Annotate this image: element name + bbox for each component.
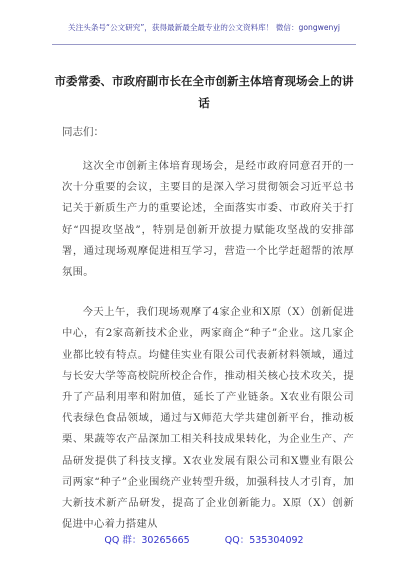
qq-group: QQ 群：30265665 xyxy=(104,535,190,546)
header-divider xyxy=(52,44,356,45)
qq-number: QQ：535304092 xyxy=(224,535,304,546)
paragraph-2: 今天上午，我们现场观摩了4家企业和X原（X）创新促进中心，有2家高新技术企业，两家商企“种子”企业。这几家企业都比较有特点。均健佳实业有限公司代表新材料领域，通过与长安大学等高校院所校企合作，推动相关核心技术攻关，提升了产品利用率和附加值，延长了产业链条。X农业有限公司代表绿色食品领域，通过与X师范大学共建创新平台，推动板栗、果蔬等农产品深加工相关科技成果转化，为企业生产、产品研发提供了科技支撑。X农业发展有限公司和X豐业有限公司两家“种子”企业围绕产业转型升级，加强科技人才引育，加大新技术新产品研发，提高了企业创新能力。X原（X）创新促进中心着力搭建从 xyxy=(62,306,354,531)
paragraph-1: 这次全市创新主体培育现场会，是经市政府同意召开的一次十分重要的会议，主要目的是深入学习贯彻领会习近平总书记关于新质生产力的重要论述，全面落实市委、市政府关于打好“四提攻坚战”，特别是创新开放提力赋能攻坚战的安排部署，通过现场观摩促进相互学习，营造一个比学赶超帮的浓厚氛围。 xyxy=(62,160,354,279)
document-body xyxy=(62,156,354,554)
document-title: 市委常委、市政府副市长在全市创新主体培育现场会上的讲话 xyxy=(54,74,354,110)
contact-footer xyxy=(0,532,408,546)
promo-header: 关注头条号“公文研究”，获得最新最全最专业的公文资料库！ 微信：gongwenyj xyxy=(68,23,340,32)
salutation: 同志们： xyxy=(62,126,104,138)
